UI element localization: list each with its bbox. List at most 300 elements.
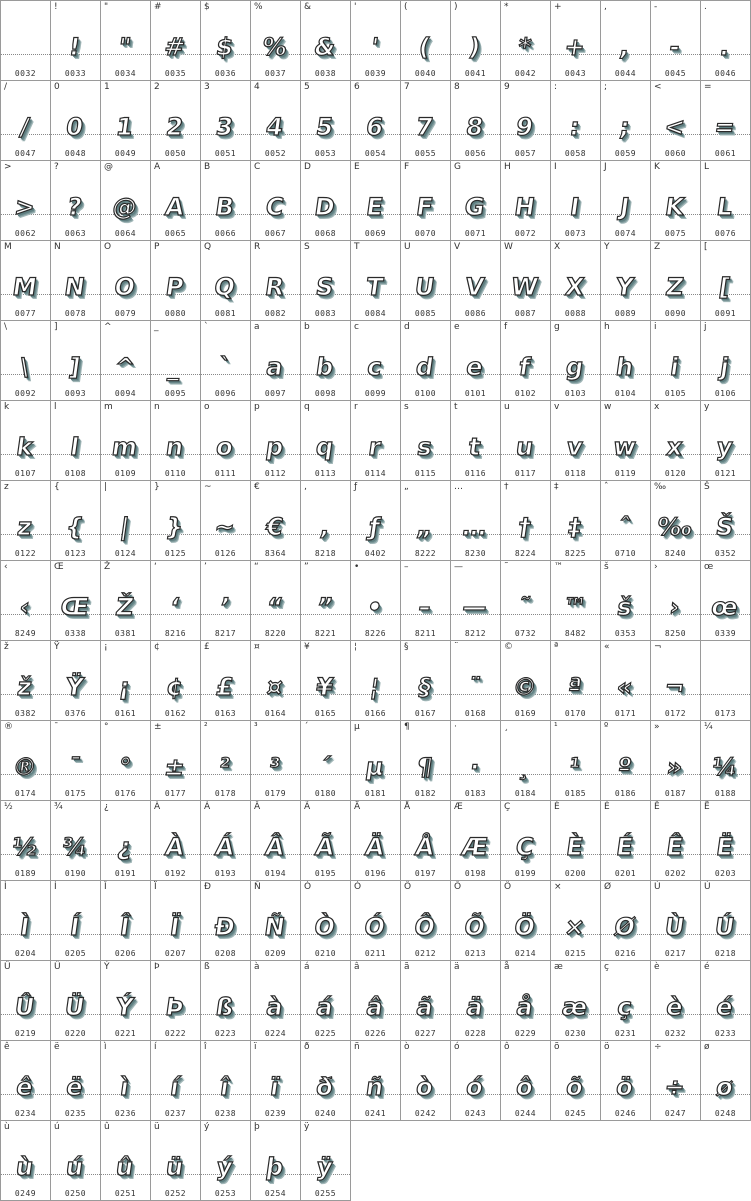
glyph-preview: Ú [712,913,737,941]
glyph-char-label: ‰ [654,482,667,492]
glyph-char-label: ¼ [704,722,713,732]
glyph-preview: _ [166,353,183,381]
glyph-cell [151,481,201,561]
glyph-cell [301,81,351,161]
glyph-preview: E [364,193,385,221]
glyph-cell [551,641,601,721]
glyph-char-label: Ù [654,882,661,892]
glyph-code-label: 0169 [514,709,537,718]
glyph-code-label: 0191 [114,869,137,878]
glyph-preview: ó [464,1073,485,1101]
glyph-code-label: 0254 [264,1189,287,1198]
glyph-code-label: 0123 [64,549,87,558]
glyph-code-label: 0216 [614,949,637,958]
glyph-code-label: 0180 [314,789,337,798]
glyph-char-label: ´ [304,722,309,732]
glyph-preview: ® [10,753,39,781]
glyph-char-label: ‡ [554,482,559,492]
glyph-char-label: * [504,2,509,12]
glyph-cell [601,161,651,241]
glyph-cell [501,1,551,81]
glyph-preview: Ò [312,913,337,941]
glyph-char-label: Å [404,802,411,812]
glyph-cell [301,401,351,481]
glyph-code-label: 0069 [364,229,387,238]
glyph-preview: t [466,433,483,461]
glyph-preview: ‘ [168,593,182,621]
glyph-cell [101,1,151,81]
glyph-cell [201,1121,251,1201]
glyph-preview: H [512,193,537,221]
glyph-char-label: p [254,402,260,412]
glyph-cell [701,161,751,241]
glyph-char-label: x [654,402,660,412]
glyph-char-label: ¦ [354,642,358,652]
glyph-char-label: j [704,322,707,332]
glyph-preview: v [564,433,585,461]
glyph-cell [601,1041,651,1121]
glyph-code-label: 0710 [614,549,637,558]
glyph-code-label: 0196 [364,869,387,878]
glyph-code-label: 0124 [114,549,137,558]
glyph-char-label: Ü [54,962,61,972]
glyph-code-label: 0044 [614,69,637,78]
glyph-cell [101,801,151,881]
glyph-code-label: 0053 [314,149,337,158]
glyph-preview: Î [118,913,132,941]
glyph-code-label: 0189 [14,869,37,878]
glyph-char-label: l [54,402,57,412]
glyph-preview: œ [709,593,740,621]
glyph-cell [651,961,701,1041]
glyph-cell [151,801,201,881]
glyph-cell [351,961,401,1041]
glyph-preview: d [414,353,436,381]
glyph-cell [401,161,451,241]
glyph-char-label: ¡ [104,642,108,652]
glyph-cell [251,561,301,641]
glyph-char-label: & [304,2,312,12]
glyph-preview: Ù [662,913,687,941]
glyph-char-label: R [254,242,261,252]
glyph-char-label: ü [154,1122,160,1132]
glyph-code-label: 0197 [414,869,437,878]
glyph-preview: É [614,833,635,861]
glyph-cell [351,1,401,81]
glyph-char-label: ™ [554,562,563,572]
glyph-char-label: ¨ [454,642,459,652]
glyph-preview: ¿ [115,833,134,861]
glyph-code-label: 0115 [414,469,437,478]
glyph-cell [201,961,251,1041]
glyph-char-label: × [554,882,562,892]
glyph-code-label: 0108 [64,469,87,478]
glyph-preview: L [715,193,735,221]
glyph-preview: ™ [560,593,589,621]
glyph-code-label: 8482 [564,629,587,638]
glyph-preview: O [112,273,137,301]
glyph-preview: r [366,433,383,461]
glyph-code-label: 0402 [364,549,387,558]
glyph-cell [651,641,701,721]
glyph-char-label: v [554,402,560,412]
glyph-char-label: > [4,162,12,172]
glyph-preview: Ë [714,833,735,861]
glyph-char-label: L [704,162,710,172]
glyph-preview: : [567,113,582,141]
glyph-cell [601,1,651,81]
glyph-preview: q [314,433,336,461]
glyph-char-label: þ [254,1122,260,1132]
glyph-preview: § [416,673,433,701]
glyph-preview: Ô [412,913,437,941]
glyph-cell [601,81,651,161]
glyph-code-label: 0101 [464,389,487,398]
glyph-preview: “ [264,593,285,621]
glyph-char-label: ú [54,1122,60,1132]
glyph-code-label: 0062 [14,229,37,238]
glyph-preview: í [168,1073,181,1101]
glyph-code-label: 0175 [64,789,87,798]
glyph-char-label: ³ [254,722,258,732]
glyph-cell [551,321,601,401]
glyph-code-label: 0382 [14,709,37,718]
glyph-preview: € [264,513,285,541]
glyph-cell [601,961,651,1041]
glyph-preview: ‚ [318,513,332,541]
glyph-char-label: ” [304,562,309,572]
glyph-cell [101,161,151,241]
glyph-code-label: 0234 [14,1109,37,1118]
glyph-code-label: 0164 [264,709,287,718]
glyph-preview: 7 [414,113,435,141]
glyph-cell [151,561,201,641]
glyph-code-label: 0201 [614,869,637,878]
glyph-cell [301,1041,351,1121]
glyph-preview: ì [118,1073,131,1101]
glyph-cell [1,721,51,801]
glyph-char-label: ä [454,962,460,972]
glyph-cell [301,241,351,321]
glyph-cell [151,161,201,241]
glyph-code-label: 0121 [714,469,737,478]
glyph-preview: K [663,193,686,221]
glyph-preview: Z [663,273,686,301]
glyph-char-label: 5 [304,82,310,92]
glyph-preview: Y [613,273,636,301]
glyph-preview: – [416,593,433,621]
glyph-preview: I [568,193,582,221]
glyph-char-label: K [654,162,660,172]
glyph-char-label: Í [54,882,57,892]
glyph-code-label: 0070 [414,229,437,238]
glyph-cell [101,881,151,961]
glyph-char-label: À [154,802,161,812]
glyph-code-label: 0206 [114,949,137,958]
glyph-preview [1,19,51,63]
glyph-code-label: 0071 [464,229,487,238]
glyph-preview: U [412,273,437,301]
glyph-cell [151,401,201,481]
glyph-cell [401,641,451,721]
glyph-char-label: œ [704,562,714,572]
glyph-preview: g [564,353,586,381]
glyph-preview: 0 [64,113,85,141]
glyph-char-label: G [454,162,461,172]
glyph-char-label: ç [604,962,609,972]
glyph-preview: a [264,353,285,381]
glyph-code-label: 8211 [414,629,437,638]
glyph-preview: ò [414,1073,435,1101]
glyph-preview: Ü [62,993,87,1021]
glyph-char-label: T [354,242,360,252]
glyph-preview: à [264,993,285,1021]
glyph-code-label: 0102 [514,389,537,398]
glyph-code-label: 0165 [314,709,337,718]
glyph-code-label: 0203 [714,869,737,878]
glyph-preview: X [563,273,586,301]
glyph-code-label: 0178 [214,789,237,798]
glyph-char-label: Ò [304,882,312,892]
glyph-preview: Œ [58,593,91,621]
glyph-preview: Å [413,833,436,861]
glyph-cell [201,561,251,641]
glyph-code-label: 0187 [664,789,687,798]
glyph-char-label: < [654,82,662,92]
glyph-code-label: 0095 [164,389,187,398]
glyph-preview: è [664,993,685,1021]
glyph-cell [701,641,751,721]
glyph-code-label: 0079 [114,309,137,318]
glyph-code-label: 0051 [214,149,237,158]
glyph-char-label: d [404,322,410,332]
glyph-preview: Þ [163,993,186,1021]
glyph-code-label: 0061 [714,149,737,158]
glyph-code-label: 0246 [614,1109,637,1118]
glyph-code-label: 0073 [564,229,587,238]
glyph-code-label: 0338 [64,629,87,638]
glyph-preview: ð [314,1073,335,1101]
glyph-cell [251,401,301,481]
glyph-cell [51,561,101,641]
glyph-preview: ¶ [415,753,435,781]
glyph-cell [201,801,251,881]
glyph-cell [151,961,201,1041]
glyph-code-label: 0117 [514,469,537,478]
glyph-char-label: @ [104,162,113,172]
glyph-code-label: 0052 [264,149,287,158]
glyph-char-label: ÿ [304,1122,310,1132]
glyph-preview: J [618,193,632,221]
glyph-code-label: 0239 [264,1109,287,1118]
glyph-preview: ' [369,33,381,61]
glyph-cell [251,721,301,801]
glyph-cell [501,241,551,321]
glyph-code-label: 0233 [714,1029,737,1038]
glyph-code-label: 0118 [564,469,587,478]
glyph-code-label: 0174 [14,789,37,798]
glyph-char-label: € [254,482,260,492]
glyph-char-label: k [4,402,10,412]
glyph-cell [451,401,501,481]
glyph-char-label: i [654,322,657,332]
glyph-code-label: 0215 [564,949,587,958]
glyph-preview: > [12,193,37,221]
glyph-code-label: 0056 [464,149,487,158]
glyph-cell [201,81,251,161]
glyph-preview: ¯ [66,753,83,781]
glyph-char-label: Ï [154,882,157,892]
glyph-code-label: 0125 [164,549,187,558]
glyph-cell [101,1121,151,1201]
glyph-code-label: 0167 [414,709,437,718]
glyph-cell [1,961,51,1041]
glyph-char-label: È [554,802,560,812]
glyph-code-label: 0112 [264,469,287,478]
glyph-code-label: 0232 [664,1029,687,1038]
glyph-code-label: 0119 [614,469,637,478]
glyph-char-label: o [204,402,210,412]
glyph-code-label: 0109 [114,469,137,478]
glyph-code-label: 0096 [214,389,237,398]
glyph-preview: ï [268,1073,281,1101]
glyph-cell [401,721,451,801]
glyph-code-label: 0042 [514,69,537,78]
glyph-cell [301,641,351,721]
glyph-char-label: Ì [4,882,7,892]
glyph-cell [351,161,401,241]
glyph-char-label: ) [454,2,458,12]
glyph-char-label: ² [204,722,208,732]
glyph-char-label: Š [704,482,710,492]
glyph-preview: ã [414,993,435,1021]
glyph-char-label: Õ [454,882,462,892]
glyph-preview: ë [64,1073,85,1101]
glyph-preview: n [164,433,186,461]
glyph-char-label: ( [404,2,408,12]
glyph-char-label: s [404,402,409,412]
glyph-code-label: 0339 [714,629,737,638]
glyph-preview: ` [216,353,233,381]
glyph-cell [401,801,451,881]
glyph-code-label: 0184 [514,789,537,798]
glyph-preview [701,659,751,703]
glyph-preview: ¹ [567,753,582,781]
glyph-code-label: 0049 [114,149,137,158]
glyph-preview: ¸ [516,753,533,781]
glyph-cell [451,1,501,81]
glyph-char-label: t [454,402,458,412]
glyph-char-label: … [454,482,463,492]
glyph-char-label: ½ [4,802,13,812]
glyph-preview: … [460,513,489,541]
glyph-cell [1,1,51,81]
glyph-cell [101,401,151,481]
glyph-char-label: ÷ [654,1042,662,1052]
glyph-code-label: 0249 [14,1189,37,1198]
glyph-code-label: 0116 [464,469,487,478]
glyph-preview: y [714,433,735,461]
glyph-cell [601,881,651,961]
glyph-preview: F [414,193,435,221]
glyph-char-label: 2 [154,82,160,92]
glyph-cell [201,481,251,561]
glyph-code-label: 8249 [14,629,37,638]
glyph-preview: G [462,193,487,221]
glyph-preview: Q [212,273,237,301]
glyph-preview: w [611,433,638,461]
glyph-code-label: 0170 [564,709,587,718]
glyph-cell [501,641,551,721]
glyph-cell [251,961,301,1041]
glyph-preview: ù [14,1153,36,1181]
glyph-cell [351,881,401,961]
glyph-preview: Á [213,833,236,861]
glyph-cell [501,561,551,641]
glyph-code-label: 0161 [114,709,137,718]
glyph-code-label: 0120 [664,469,687,478]
glyph-cell [51,721,101,801]
glyph-char-label: ì [104,1042,107,1052]
glyph-cell [651,1,701,81]
glyph-code-label: 0046 [714,69,737,78]
glyph-cell [251,641,301,721]
glyph-preview: ˜ [516,593,533,621]
glyph-code-label: 8250 [664,629,687,638]
glyph-code-label: 0250 [64,1189,87,1198]
glyph-preview: N [62,273,87,301]
glyph-code-label: 0066 [214,229,237,238]
glyph-cell [51,481,101,561]
glyph-preview: Š [714,513,736,541]
glyph-cell [501,1041,551,1121]
glyph-preview: < [662,113,687,141]
glyph-char-label: µ [354,722,360,732]
glyph-cell [651,481,701,561]
glyph-code-label: 0236 [114,1109,137,1118]
glyph-code-label: 0220 [64,1029,87,1038]
glyph-preview: Ó [362,913,387,941]
glyph-cell [151,1041,201,1121]
glyph-char-label: J [604,162,607,172]
glyph-preview: W [509,273,540,301]
glyph-char-label: Þ [154,962,160,972]
glyph-preview: Õ [462,913,487,941]
glyph-code-label: 0038 [314,69,337,78]
glyph-cell [701,961,751,1041]
glyph-cell [1,161,51,241]
glyph-preview: ¥ [314,673,335,701]
glyph-cell [551,481,601,561]
glyph-code-label: 0078 [64,309,87,318]
glyph-code-label: 0218 [714,949,737,958]
glyph-code-label: 0173 [714,709,737,718]
glyph-code-label: 0247 [664,1109,687,1118]
glyph-cell [101,961,151,1041]
glyph-preview: û [114,1153,136,1181]
glyph-char-label: q [304,402,310,412]
glyph-char-label: Î [104,882,107,892]
glyph-preview: / [18,113,31,141]
glyph-char-label: Œ [54,562,64,572]
glyph-char-label: ’ [204,562,207,572]
glyph-char-label: — [454,562,463,572]
glyph-cell [451,321,501,401]
glyph-code-label: 0086 [464,309,487,318]
glyph-code-label: 0238 [214,1109,237,1118]
glyph-cell [251,881,301,961]
glyph-preview: ? [65,193,84,221]
